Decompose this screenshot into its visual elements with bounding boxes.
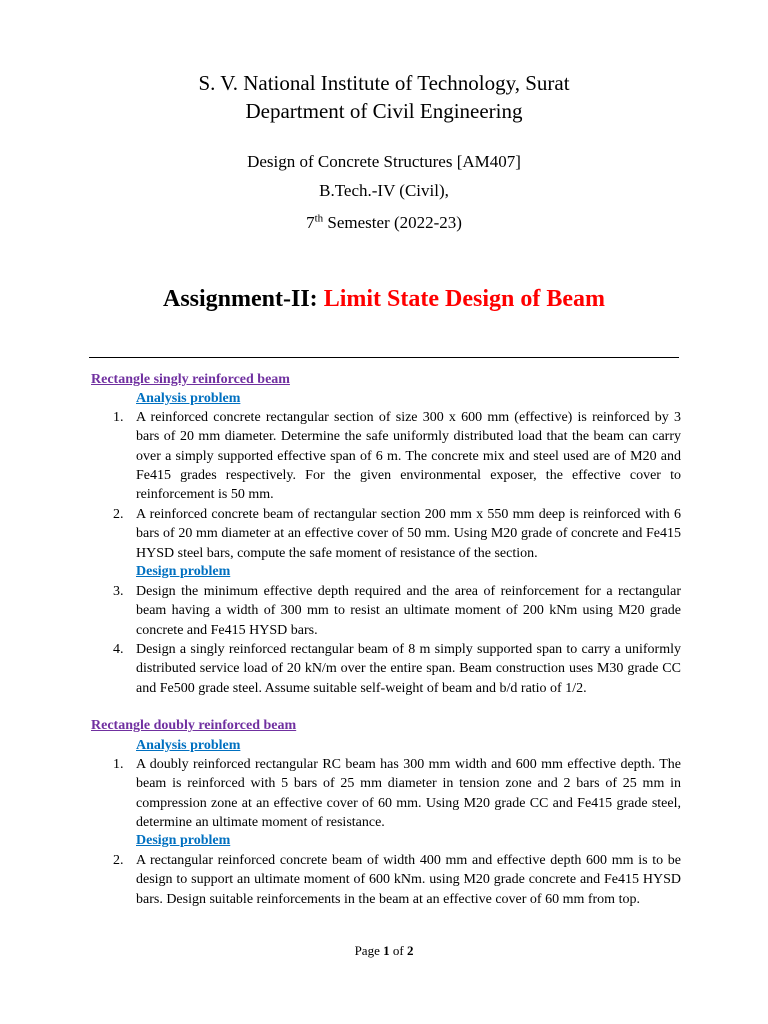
problem-item [113,582,681,640]
problem-number: 4. [113,642,124,657]
problem-number: 2. [113,507,124,522]
department-name: Department of Civil Engineering [245,99,523,123]
subheading-design-doubly: Design problem [136,833,231,848]
problem-number: 1. [113,757,124,772]
assignment-topic: Limit State Design of Beam [317,286,605,312]
section-title-doubly: Rectangle doubly reinforced beam [91,718,297,733]
problem-number: 2. [113,853,124,868]
problem-text: A reinforced concrete rectangular section of size 300 x 600 mm (effective) is reinforced by 3 bars of 20 mm diameter. Determine the safe uniformly distributed load that the beam can carry over a simply supported effective span of 6 m. The concrete mix and steel used are of M20 and Fe415 grades respectively. For the given environmental exposer, the effective cover to reinforcement is 50 mm. [136,410,681,503]
subheading-analysis-doubly: Analysis problem [136,738,241,753]
problem-text: A reinforced concrete beam of rectangular section 200 mm x 550 mm deep is reinforced with 6 bars of 20 mm diameter at an effective cover of 50 mm. Using M20 grade of concrete and Fe415 HYSD steel bars, compute the safe moment of resistance of the section. [136,507,681,561]
program-name: B.Tech.-IV (Civil), [319,181,449,200]
problem-text: A rectangular reinforced concrete beam of width 400 mm and effective depth 600 mm is to be design to support an ultimate moment of 600 kNm. using M20 grade concrete and Fe415 HYSD bars. Design suitable reinforcements in the beam at an effective cover of 60 mm from top. [136,853,681,907]
assignment-label: Assignment-II: [163,286,318,312]
subheading-design-singly: Design problem [136,564,231,579]
problem-number: 3. [113,584,124,599]
problem-item [113,755,681,832]
problem-text: Design the minimum effective depth required and the area of reinforcement for a rectangular beam having a width of 300 mm to resist an ultimate moment of 200 kNm using M20 grade concrete and Fe415 HYSD bars. [136,584,681,638]
semester-line [0,212,768,234]
problem-item [113,851,681,909]
semester-ordinal: th [314,212,324,225]
institute-name: S. V. National Institute of Technology, Surat [198,71,570,95]
page-mid: of [389,943,407,958]
subheading-analysis-singly: Analysis problem [136,391,241,406]
section-title-singly: Rectangle singly reinforced beam [91,372,290,387]
assignment-heading [0,284,768,314]
page-total: 2 [406,943,414,958]
page-footer [0,942,768,960]
problem-text: A doubly reinforced rectangular RC beam has 300 mm width and 600 mm effective depth. The beam is reinforced with 5 bars of 25 mm diameter in tension zone and 2 bars of 25 mm in compression zone at an effective cover of 60 mm. Using M20 grade CC and Fe415 grade steel, determine an ultimate moment of resistance. [136,757,681,830]
problem-item [113,505,681,563]
page-prefix: Page [354,943,384,958]
problem-item [113,640,681,698]
semester-number: 7 [306,213,315,232]
course-title: Design of Concrete Structures [AM407] [247,152,521,171]
horizontal-divider [89,357,679,358]
problem-number: 1. [113,410,124,425]
problem-item [113,408,681,504]
semester-text: Semester (2022-23) [323,213,462,232]
page-current: 1 [383,943,390,958]
problem-text: Design a singly reinforced rectangular beam of 8 m simply supported span to carry a uniformly distributed service load of 20 kN/m over the entire span. Beam construction uses M30 grade CC and Fe500 grade steel. Assume suitable self-weight of beam and b/d ratio of 1/2. [136,642,681,696]
